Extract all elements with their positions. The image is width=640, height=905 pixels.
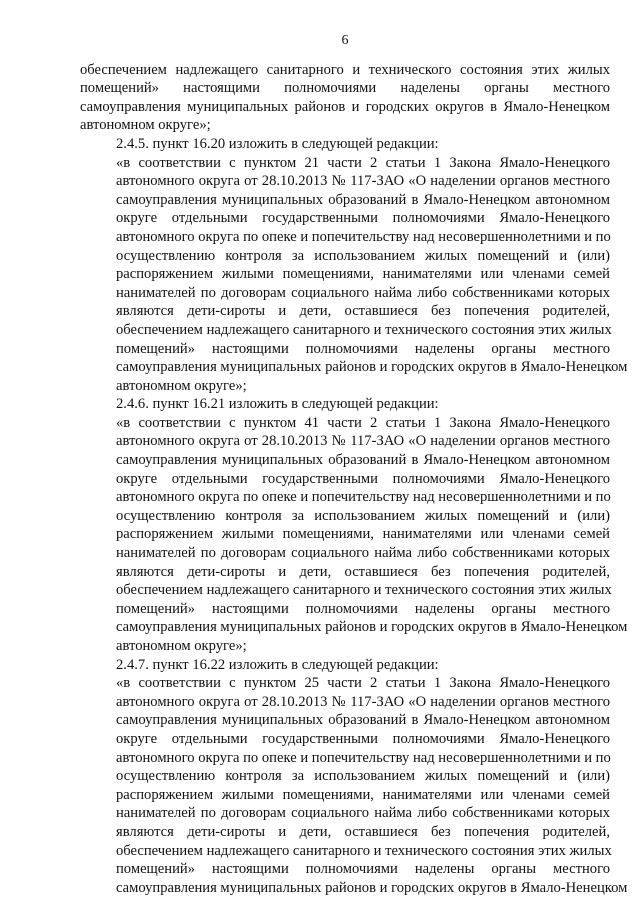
text-line: самоуправления муниципальных районов и городских округов в Ямало-Ненецком bbox=[116, 619, 628, 636]
text-line: округе отдельными государственными полномочиями Ямало-Ненецкого bbox=[116, 730, 610, 747]
text-line: распоряжением жилыми помещениями, нанимателями или членами семей bbox=[116, 526, 610, 543]
text-line: являются дети-сироты и дети, оставшиеся без попечения родителей, bbox=[116, 823, 610, 840]
text-line: помещений» настоящими полномочиями наделены органы местного bbox=[80, 80, 610, 97]
text-line: самоуправления муниципальных районов и городских округов в Ямало-Ненецком bbox=[116, 359, 628, 376]
text-line: являются дети-сироты и дети, оставшиеся без попечения родителей, bbox=[116, 563, 610, 580]
text-line: 2.4.6. пункт 16.21 изложить в следующей редакции: bbox=[116, 396, 439, 413]
paragraph bbox=[80, 395, 610, 414]
text-line: обеспечением надлежащего санитарного и технического состояния этих жилых bbox=[116, 321, 612, 338]
text-line: помещений» настоящими полномочиями наделены органы местного bbox=[116, 600, 610, 617]
text-line: «в соответствии с пунктом 41 части 2 статьи 1 Закона Ямало-Ненецкого bbox=[116, 414, 610, 431]
text-line: нанимателей по договорам социального найма либо собственниками которых bbox=[116, 545, 610, 562]
paragraph bbox=[80, 154, 628, 396]
text-line: помещений» настоящими полномочиями наделены органы местного bbox=[116, 861, 610, 878]
text-line: округе отдельными государственными полномочиями Ямало-Ненецкого bbox=[116, 470, 610, 487]
paragraph bbox=[80, 414, 628, 656]
text-line: нанимателей по договорам социального найма либо собственниками которых bbox=[116, 805, 610, 822]
text-line: автономного округа от 28.10.2013 № 117-ЗАО «О наделении органов местного bbox=[116, 173, 610, 190]
text-line: распоряжением жилыми помещениями, нанимателями или членами семей bbox=[116, 786, 610, 803]
text-line: самоуправления муниципальных образований в Ямало-Ненецком автономном bbox=[116, 191, 610, 208]
text-line: осуществлению контроля за использованием жилых помещений и (или) bbox=[116, 507, 610, 524]
text-line: самоуправления муниципальных районов и городских округов в Ямало-Ненецком bbox=[80, 98, 610, 115]
text-line: «в соответствии с пунктом 21 части 2 статьи 1 Закона Ямало-Ненецкого bbox=[116, 154, 610, 171]
text-line: самоуправления муниципальных районов и городских округов в Ямало-Ненецком bbox=[116, 879, 628, 896]
text-line: нанимателей по договорам социального найма либо собственниками которых bbox=[116, 284, 610, 301]
paragraph bbox=[80, 135, 610, 154]
text-line: автономном округе»; bbox=[116, 377, 247, 394]
text-line: «в соответствии с пунктом 25 части 2 статьи 1 Закона Ямало-Ненецкого bbox=[116, 675, 610, 692]
paragraph bbox=[80, 674, 628, 897]
text-line: обеспечением надлежащего санитарного и технического состояния этих жилых bbox=[116, 582, 612, 599]
text-line: автономного округа по опеке и попечительству над несовершеннолетними и по bbox=[116, 228, 611, 245]
paragraph bbox=[80, 61, 610, 135]
text-line: являются дети-сироты и дети, оставшиеся без попечения родителей, bbox=[116, 303, 610, 320]
text-line: автономном округе»; bbox=[80, 117, 211, 134]
text-line: самоуправления муниципальных образований в Ямало-Ненецком автономном bbox=[116, 712, 610, 729]
text-line: осуществлению контроля за использованием жилых помещений и (или) bbox=[116, 247, 610, 264]
text-line: автономного округа по опеке и попечительству над несовершеннолетними и по bbox=[116, 749, 611, 766]
text-line: 2.4.7. пункт 16.22 изложить в следующей редакции: bbox=[116, 656, 439, 673]
text-line: автономного округа от 28.10.2013 № 117-ЗАО «О наделении органов местного bbox=[116, 693, 610, 710]
text-line: распоряжением жилыми помещениями, нанимателями или членами семей bbox=[116, 266, 610, 283]
document-body bbox=[80, 61, 628, 898]
text-line: обеспечением надлежащего санитарного и технического состояния этих жилых bbox=[116, 842, 612, 859]
page-number: 6 bbox=[341, 33, 349, 48]
text-line: осуществлению контроля за использованием жилых помещений и (или) bbox=[116, 768, 610, 785]
text-line: помещений» настоящими полномочиями наделены органы местного bbox=[116, 340, 610, 357]
text-line: самоуправления муниципальных образований в Ямало-Ненецком автономном bbox=[116, 452, 610, 469]
text-line: обеспечением надлежащего санитарного и технического состояния этих жилых bbox=[80, 61, 610, 78]
text-line: округе отдельными государственными полномочиями Ямало-Ненецкого bbox=[116, 210, 610, 227]
text-line: 2.4.5. пункт 16.20 изложить в следующей редакции: bbox=[116, 135, 439, 152]
text-line: автономном округе»; bbox=[116, 638, 247, 654]
paragraph bbox=[80, 656, 610, 675]
text-line: автономного округа от 28.10.2013 № 117-ЗАО «О наделении органов местного bbox=[116, 433, 610, 450]
text-line: автономного округа по опеке и попечительству над несовершеннолетними и по bbox=[116, 489, 611, 506]
